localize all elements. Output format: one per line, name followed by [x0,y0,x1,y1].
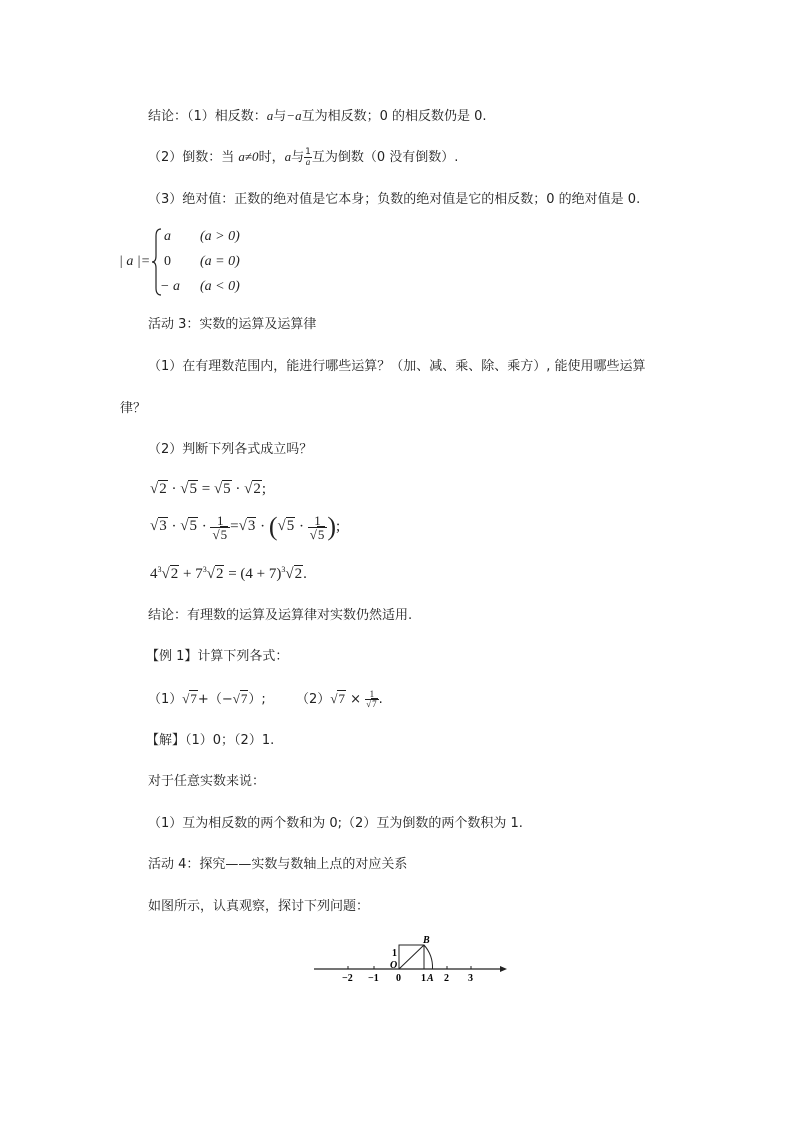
case-row-3: − a [160,279,180,294]
arrow-icon [500,966,507,972]
conclusion-2-prefix: （2）倒数：当 [148,150,235,165]
tick-label: 3 [468,973,473,984]
case-cond-3: (a < 0) [200,279,240,294]
point-B-label: B [423,935,430,946]
activity-4-heading: 活动 4：探究——实数与数轴上点的对应关系 [148,857,408,872]
reciprocal-fraction: $\frac{1}{a}$ [305,147,311,167]
question-1-line-1: （1）在有理数范围内，能进行哪些运算？（加、减、乘、除、乘方）, 能使用哪些运算 [148,359,646,374]
for-any-real: 对于任意实数来说： [148,774,266,789]
formula-2: √3 · √5 · $\frac{1}{√5}$ =√3 · (√5 · $\frac{1}{√5}$ ); [150,512,341,542]
var-a: a [266,108,274,123]
conclusion-1-prefix: 结论：（1）相反数： [148,109,267,124]
conclusion-1 [148,107,487,126]
case-cond-2: (a = 0) [200,254,240,269]
conclusion-2-suffix: 互为倒数（0 没有倒数）. [311,150,459,165]
arc-BA [424,945,433,969]
point-O-label: O [390,960,398,971]
facts: （1）互为相反数的两个数和为 0;（2）互为倒数的两个数积为 1. [148,816,523,831]
conclusion-2-mid2: 与 [291,150,305,165]
tick-label: 1 [421,973,426,984]
formula-3: $4^3√2 + 7^3√2 = (4 + 7)^3√2$. [150,565,307,582]
case-row-2: 0 [164,254,171,269]
conclusion-2 [148,148,458,167]
conclusion-4: 结论：有理数的运算及运算律对实数仍然适用. [148,608,413,623]
activity-3-heading: 活动 3：实数的运算及运算律 [148,317,317,332]
abs-lhs: | a |= [119,254,151,269]
side-length-label: 1 [392,948,397,959]
point-A-label: A [427,973,434,984]
condition: a≠0 [238,149,259,164]
question-1-line-2: 律？ [120,401,147,416]
tick-label: 0 [396,973,401,984]
diagonal-OB [399,945,424,969]
tick-label: −2 [342,973,353,984]
observe-instruction: 如图所示，认真观察，探讨下列问题： [148,899,370,914]
tick-label: 2 [444,973,449,984]
tick-label: −1 [368,973,379,984]
case-row-1: a [164,229,171,244]
number-line-figure [310,930,510,990]
conclusion-2-mid1: 时， [258,150,285,165]
case-cond-1: (a > 0) [200,229,240,244]
var-neg-a: −a [286,108,302,123]
formula-1: √2 · √5 = √5 · √2; [150,481,267,497]
var-a: a [284,149,292,164]
conclusion-1-suffix: 互为相反数；0 的相反数仍是 0. [301,109,487,124]
conclusion-3: （3）绝对值：正数的绝对值是它本身；负数的绝对值是它的相反数；0 的绝对值是 0. [148,192,641,207]
question-2: （2）判断下列各式成立吗？ [148,442,313,457]
conclusion-1-mid: 与 [273,109,287,124]
solution: 【解】（1）0；（2）1. [146,733,275,748]
example-1-parts: （1）√7+（−√7）; （2）√7 × $\frac{1}{√7}$ . [148,689,383,709]
example-1-label: 【例 1】计算下列各式： [146,649,289,664]
